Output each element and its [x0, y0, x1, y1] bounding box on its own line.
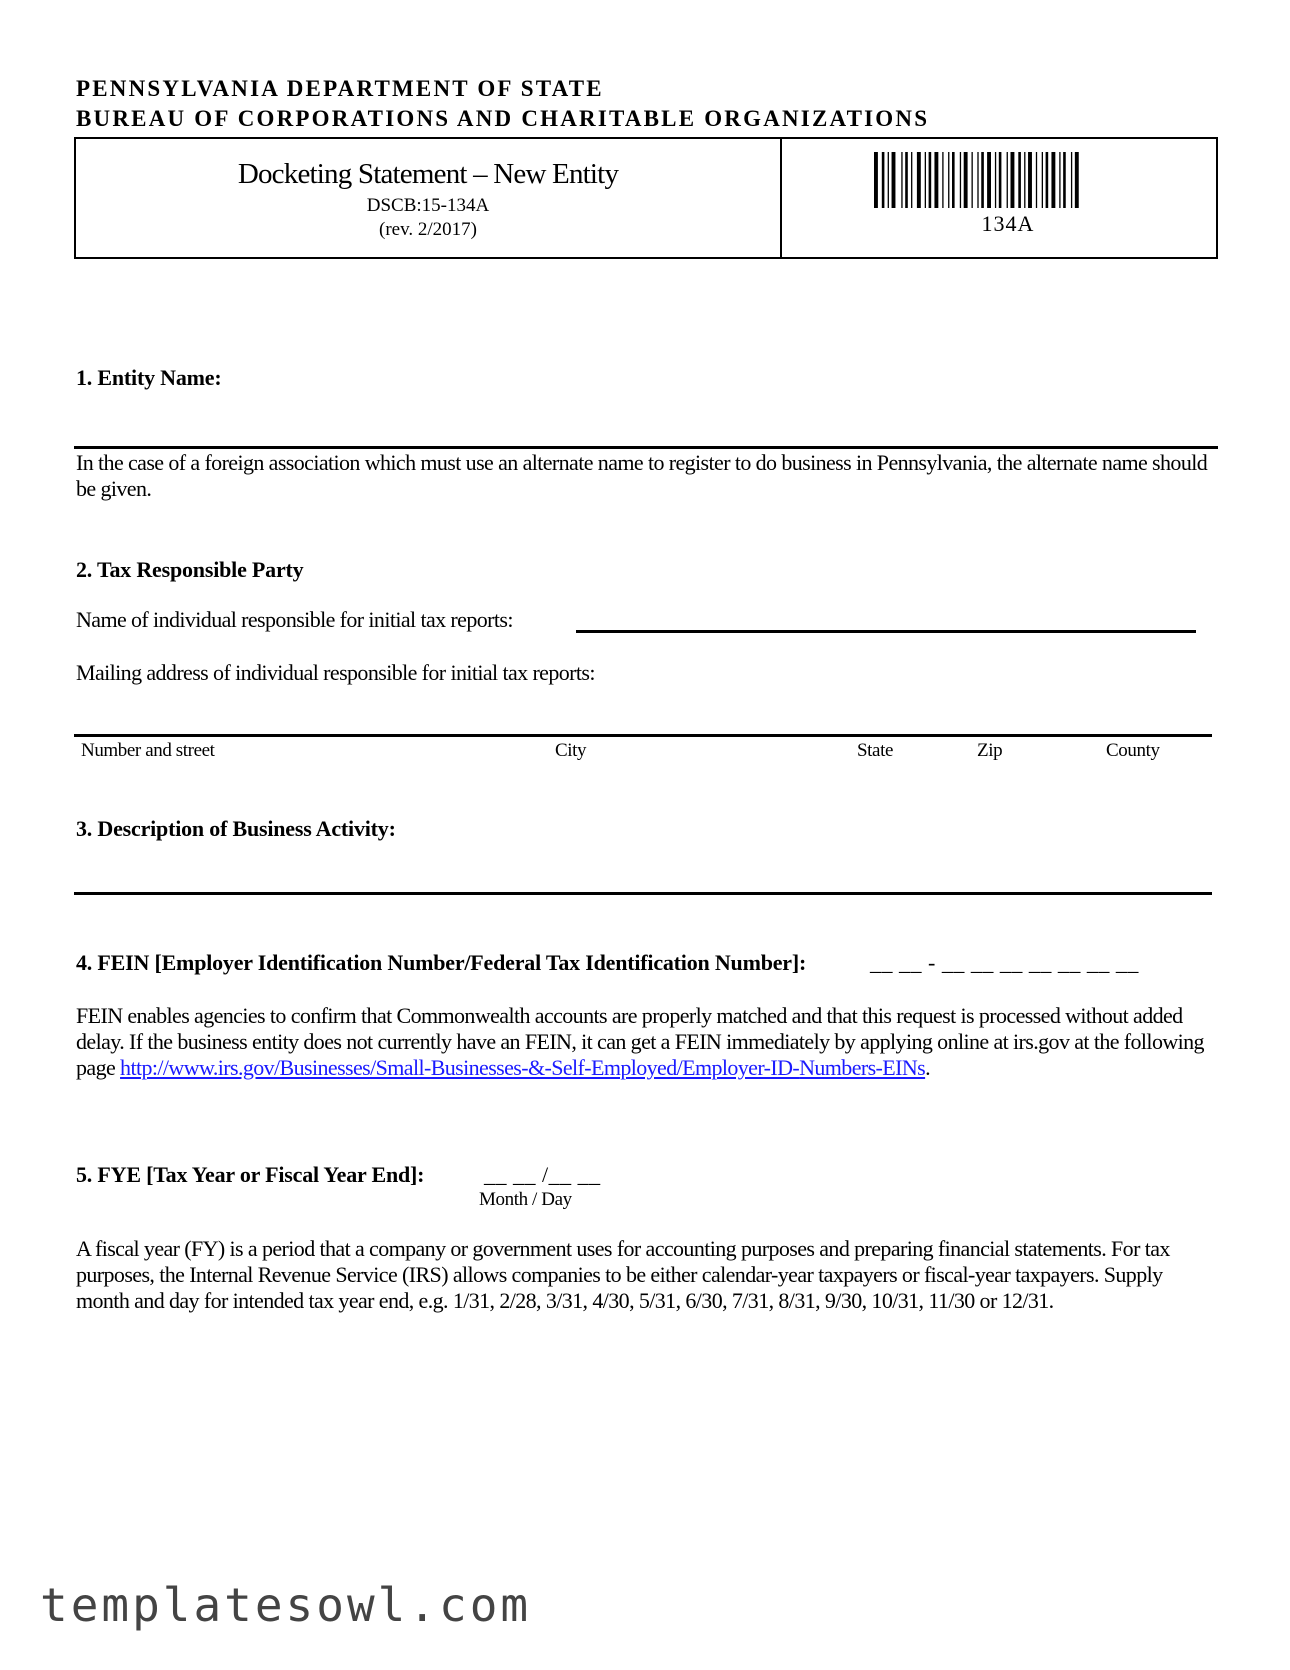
barcode-bar — [1046, 152, 1049, 208]
entity-name-note: In the case of a foreign association which must use an alternate name to register to do business in Pennsylvania, the alternate name should be given. — [76, 450, 1208, 501]
barcode-bar — [1028, 152, 1032, 208]
barcode-bar — [1018, 152, 1021, 208]
barcode-bar — [1042, 152, 1043, 208]
barcode-label: 134A — [981, 211, 1035, 236]
barcode-bar — [948, 152, 949, 208]
section-entity-name-heading: 1. Entity Name: — [76, 365, 222, 390]
barcode-bar — [981, 152, 984, 208]
barcode-bar — [999, 152, 1002, 208]
barcode-bar — [942, 152, 943, 208]
fein-input-mask[interactable]: __ __ - __ __ __ __ __ __ __ — [870, 950, 1139, 975]
barcode-bar — [874, 152, 878, 208]
fein-description-text: FEIN enables agencies to confirm that Commonwealth accounts are properly matched and that this request is processed without added delay. If the business entity does not currently have an FEIN, it can get a FEIN immediately by applying online at irs.gov at the following page — [76, 1003, 1204, 1080]
barcode-bar — [934, 152, 938, 208]
barcode-bar — [911, 152, 912, 208]
tax-party-name-field[interactable] — [576, 630, 1196, 633]
header-divider — [780, 137, 782, 259]
section-tax-party-heading: 2. Tax Responsible Party — [76, 557, 304, 582]
address-zip-label: Zip — [977, 740, 1003, 761]
barcode-bar — [1059, 152, 1060, 208]
tax-party-address-field[interactable] — [74, 734, 1212, 737]
fye-month-day-label: Month / Day — [479, 1189, 572, 1210]
section-fein-heading: 4. FEIN [Employer Identification Number/Federal Tax Identification Number]: — [76, 950, 807, 975]
watermark: templatesowl.com — [40, 1578, 532, 1632]
barcode-bar — [888, 152, 889, 208]
fye-description: A fiscal year (FY) is a period that a company or government uses for accounting purposes and preparing financial statements. For tax purposes, the Internal Revenue Service (IRS) allows companies to be either calendar-year taxpayers or fiscal-year taxpayers. Supply month and day for intended tax year end, e.g. 1/31, 2/28, 3/31, 4/30, 5/31, 6/30, 7/31, 8/31, 9/30, 10/31, 11/30 or 12/31. — [76, 1236, 1170, 1313]
fye-input-mask[interactable]: __ __ /__ __ — [484, 1162, 601, 1187]
section-fye-heading: 5. FYE [Tax Year or Fiscal Year End]: — [76, 1162, 425, 1187]
barcode-bar — [892, 152, 896, 208]
barcode-bar — [917, 152, 921, 208]
department-line-2: BUREAU OF CORPORATIONS AND CHARITABLE ORGANIZATIONS — [76, 106, 930, 131]
barcode-bar — [1071, 152, 1072, 208]
section-business-activity-heading: 3. Description of Business Activity: — [76, 816, 396, 841]
form-code: DSCB:15-134A — [366, 195, 490, 216]
barcode-bar — [960, 152, 961, 208]
barcode-bar — [1063, 152, 1066, 208]
barcode-bar — [1036, 152, 1037, 208]
barcode-bar — [1075, 152, 1079, 208]
barcode-bar — [1051, 152, 1055, 208]
barcode-bar — [925, 152, 926, 208]
irs-ein-link[interactable]: http://www.irs.gov/Businesses/Small-Businesses-&-Self-Employed/Employer-ID-Numbers-EINs — [120, 1055, 926, 1080]
barcode-bar — [995, 152, 996, 208]
barcode-bar — [987, 152, 991, 208]
tax-party-name-label: Name of individual responsible for initial tax reports: — [76, 607, 513, 632]
barcode-bar — [977, 152, 978, 208]
address-street-label: Number and street — [81, 740, 215, 761]
barcode-bar — [952, 152, 955, 208]
address-state-label: State — [857, 740, 893, 761]
barcode-bar — [964, 152, 968, 208]
barcode-bar — [901, 152, 902, 208]
barcode-bar — [1024, 152, 1025, 208]
barcode-bar — [1011, 152, 1015, 208]
barcode-icon — [874, 152, 1142, 208]
barcode-bar — [905, 152, 908, 208]
barcode-bar — [929, 152, 932, 208]
form-title: Docketing Statement – New Entity — [237, 158, 619, 190]
tax-party-address-label: Mailing address of individual responsible for initial tax reports: — [76, 660, 595, 685]
entity-name-line[interactable] — [74, 446, 1218, 449]
barcode-bar — [972, 152, 973, 208]
barcode-bar — [1007, 152, 1008, 208]
department-heading — [76, 74, 929, 134]
fein-description: FEIN enables agencies to confirm that Commonwealth accounts are properly matched and that this request is processed without added delay. If the business entity does not currently have an FEIN, it can get a FEIN immediately by applying online at irs.gov at the following page http://www.irs.gov/Businesses/Small-Businesses-&-Self-Employed/Employer-ID-Numbers-EINs. — [76, 1003, 1204, 1080]
barcode-bar — [882, 152, 885, 208]
business-activity-field[interactable] — [74, 892, 1212, 895]
address-county-label: County — [1106, 740, 1160, 761]
form-revision: (rev. 2/2017) — [379, 219, 477, 240]
address-city-label: City — [555, 740, 587, 761]
department-line-1: PENNSYLVANIA DEPARTMENT OF STATE — [76, 76, 604, 101]
